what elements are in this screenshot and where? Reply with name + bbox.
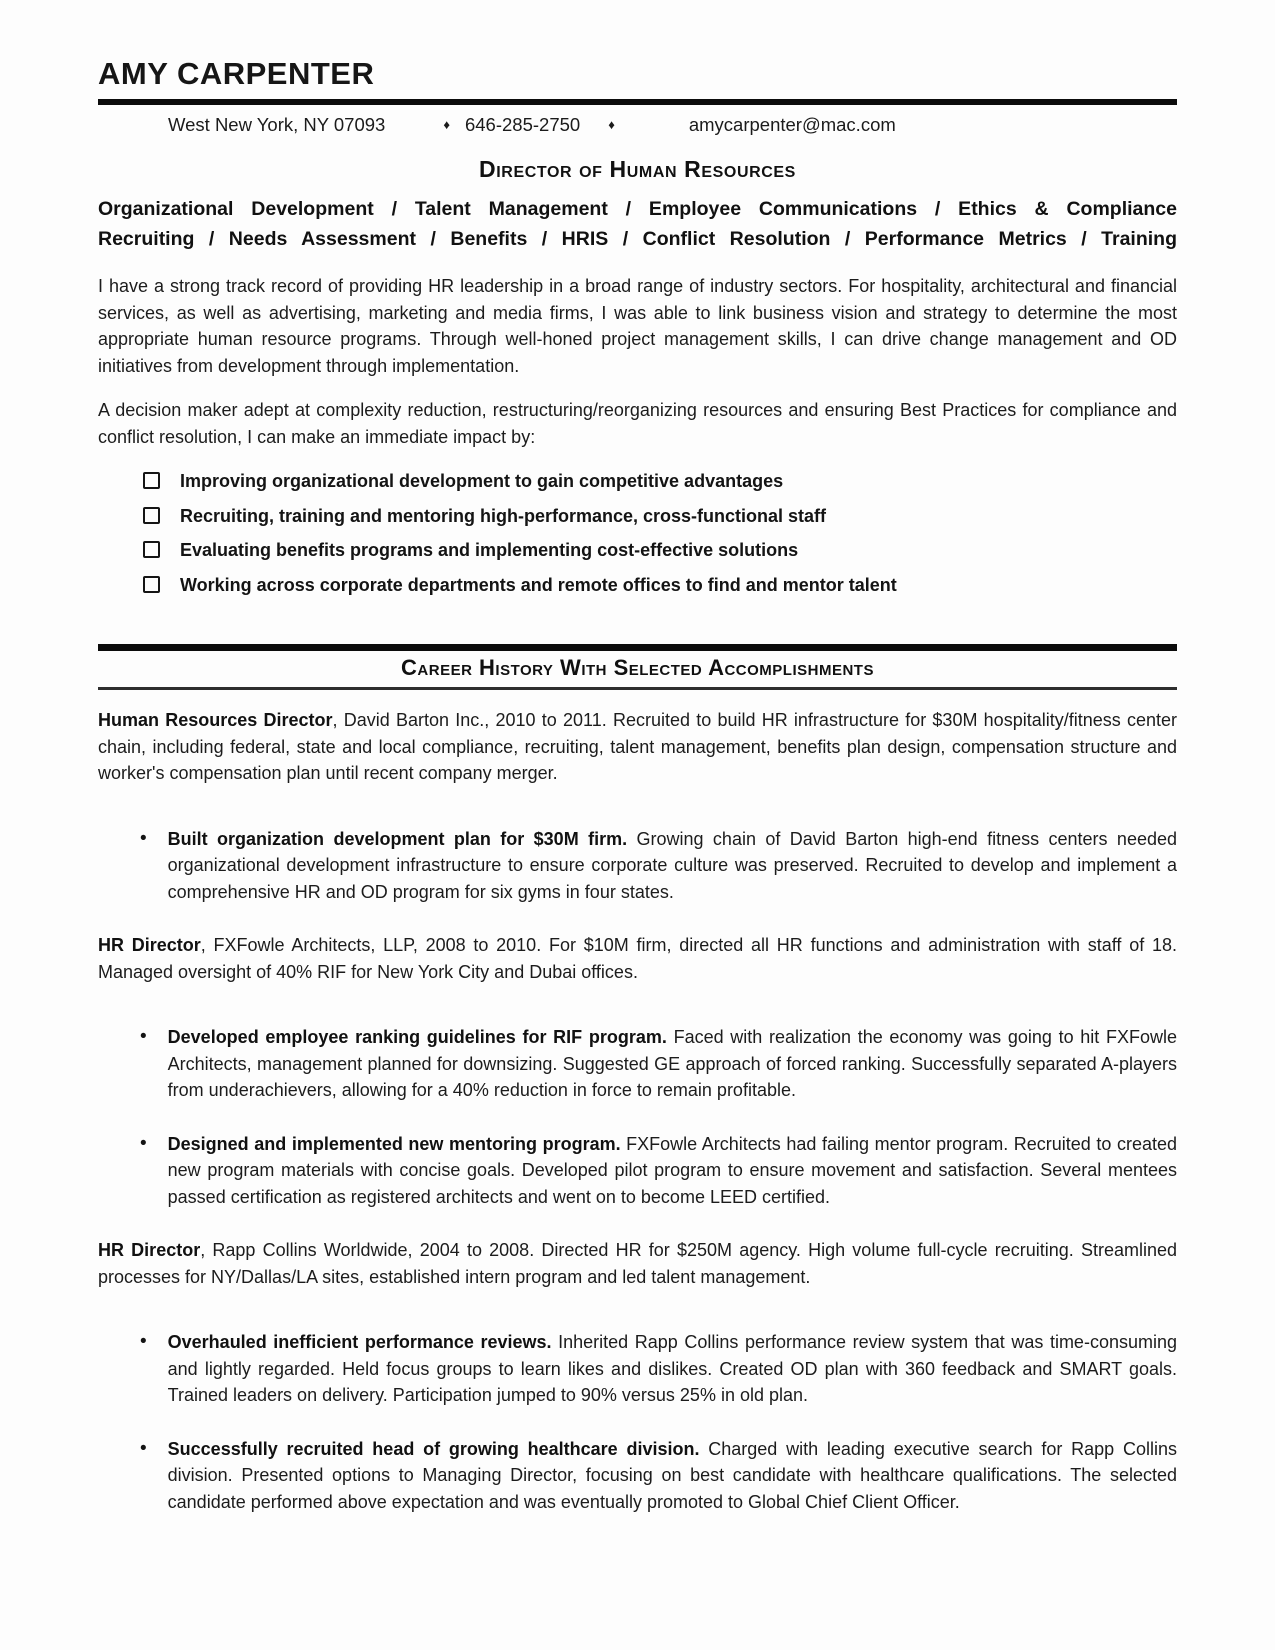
location-text: West New York, NY 07093 [168,114,386,135]
checkbox-square-icon [143,507,160,524]
impact-item-label: Recruiting, training and mentoring high-performance, cross-functional staff [180,505,827,526]
bullet-dot-icon: • [140,1331,147,1352]
impact-list [98,468,1177,598]
phone-text: 646-285-2750 [464,114,581,135]
bullet-text [168,1131,1177,1211]
bullet-description: FXFowle Architects had failing mentor program. Recruited to created new program materials with concise goals. Developed pilot program to ensure movement and satisfaction. Several mentees passed certification as registered architects and went on to become LEED certified. [167,1133,1178,1207]
bullet-dot-icon: • [140,1026,147,1047]
bullet-description: Inherited Rapp Collins performance review system that was time-consuming and lightly regarded. Held focus groups to learn likes and dislikes. Created OD plan with 360 feedback and SMART goals. Trained leaders on delivery. Participation jumped to 90% versus 25% in old plan. [167,1332,1177,1405]
impact-item [98,537,1177,564]
keywords-banner [98,194,1177,254]
impact-item [98,572,1177,599]
job-title: Human Resources Director [98,710,333,730]
diamond-icon: ♦ [608,117,615,132]
contact-line [168,114,1177,136]
section-heading-career-history: Career History With Selected Accomplishments [401,655,874,680]
email-text: amycarpenter@mac.com [688,114,896,135]
bullet-dot-icon: • [140,1132,147,1154]
keywords-line-1: Organizational Development / Talent Management / Employee Communications / Ethics & Compliance [98,198,1177,220]
job-paragraph-rapp-collins [98,1237,1177,1290]
document-title: Director of Human Resources [479,156,796,182]
bullet-text [168,1436,1177,1516]
impact-item-label: Evaluating benefits programs and implementing cost-effective solutions [180,540,799,560]
job-bullet [98,826,1177,906]
bullet-description: Charged with leading executive search for Rapp Collins division. Presented options to Managing Director, focusing on best candidate with healthcare qualifications. The selected candidate performed above expectation and was eventually promoted to Global Chief Client Officer. [167,1438,1177,1512]
job-bullet [98,1436,1177,1516]
bullet-lead: Developed employee ranking guidelines for RIF program. [167,1027,667,1047]
job-title: HR Director [98,935,201,955]
job-paragraph-fxfowle [98,932,1177,985]
bullet-lead: Overhauled inefficient performance reviews. [167,1332,552,1352]
bullet-lead: Built organization development plan for $30M firm. [167,828,628,849]
checkbox-square-icon [143,576,160,593]
job-bullet [98,1131,1177,1211]
summary-paragraph: I have a strong track record of providing HR leadership in a broad range of industry sectors. For hospitality, architectural and financial services, as well as advertising, marketing and media firms, I was able to link business vision and strategy to determine the most appropriate human resource programs. Through well-honed project management skills, I can drive change management and OD initiatives from development through implementation. [98,276,1177,376]
checkbox-square-icon [143,472,160,489]
bullet-dot-icon: • [140,827,147,849]
bullet-description: Growing chain of David Barton high-end fitness centers needed organizational development infrastructure to ensure corporate culture was preserved. Recruited to develop and implement a comprehensive HR and OD program for six gyms in four states. [167,828,1178,902]
impact-item [98,468,1177,495]
job-title: HR Director [98,1240,201,1260]
bullet-lead: Designed and implemented new mentoring program. [167,1133,621,1154]
keywords-line-2: Recruiting / Needs Assessment / Benefits / HRIS / Conflict Resolution / Performance Metrics / Training [98,228,1177,250]
bullet-dot-icon: • [140,1437,147,1459]
impact-intro-paragraph: A decision maker adept at complexity reduction, restructuring/reorganizing resources and ensuring Best Practices for compliance and conflict resolution, I can make an immediate impact by: [98,400,1177,447]
job-bullet [98,1329,1177,1409]
job-description: , Rapp Collins Worldwide, 2004 to 2008. Directed HR for $250M agency. High volume full-cycle recruiting. Streamlined processes for NY/Dallas/LA sites, established intern program and led talent management. [98,1240,1177,1287]
bullet-text [168,1329,1177,1409]
impact-item-label: Working across corporate departments and remote offices to find and mentor talent [180,574,897,595]
checkbox-square-icon [143,541,160,558]
job-description: , David Barton Inc., 2010 to 2011. Recruited to build HR infrastructure for $30M hospitality/fitness center chain, including federal, state and local compliance, recruiting, talent management, benefits plan design, compensation structure and worker's compensation plan until recent company merger. [98,710,1177,783]
impact-item [98,503,1177,530]
bullet-lead: Successfully recruited head of growing healthcare division. [167,1438,700,1459]
impact-item-label: Improving organizational development to gain competitive advantages [180,471,784,491]
bullet-text [168,826,1177,906]
career-history-section-band [98,644,1177,690]
job-description: , FXFowle Architects, LLP, 2008 to 2010. For $10M firm, directed all HR functions and administration with staff of 18. Managed oversight of 40% RIF for New York City and Dubai offices. [98,935,1177,982]
resume-name: AMY CARPENTER [98,56,1177,105]
bullet-description: Faced with realization the economy was going to hit FXFowle Architects, management planned for downsizing. Suggested GE approach of forced ranking. Successfully separated A-players from underachievers, allowing for a 40% reduction in force to remain profitable. [167,1027,1177,1100]
job-bullet [98,1024,1177,1104]
bullet-text [168,1024,1177,1104]
job-paragraph-david-barton [98,707,1177,787]
diamond-icon: ♦ [443,117,450,132]
